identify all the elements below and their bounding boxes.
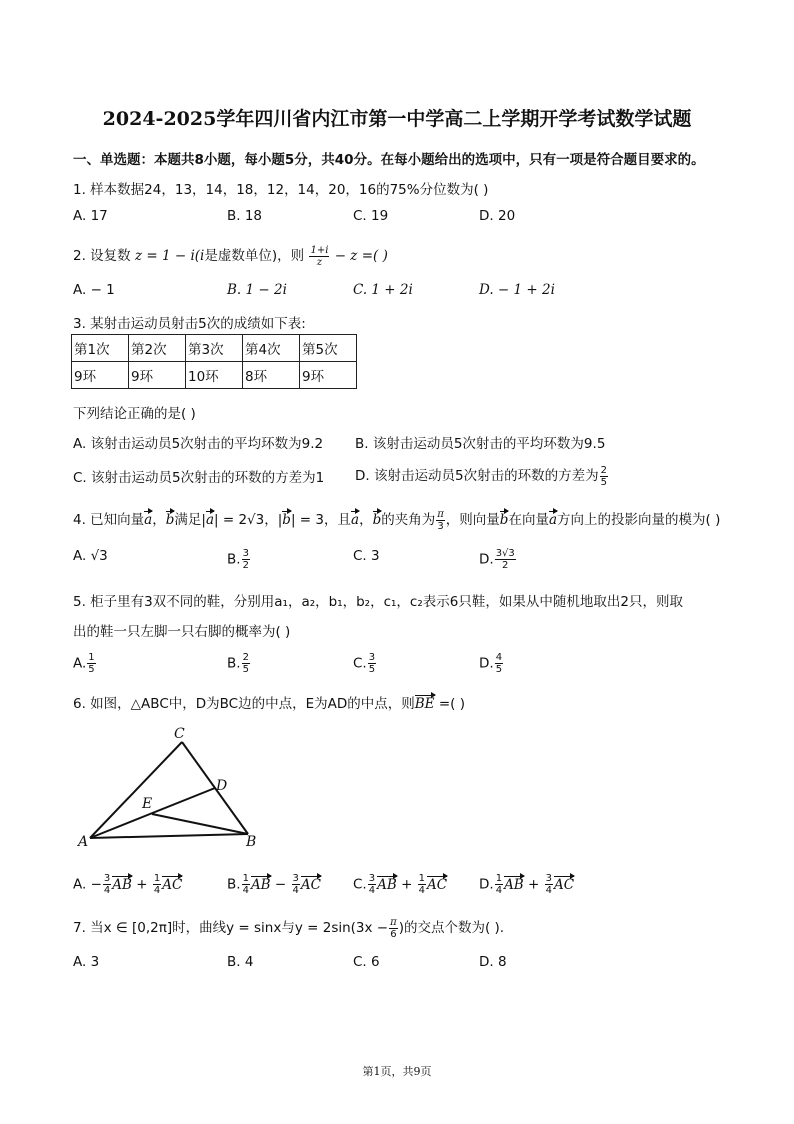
vector-be: BE [414, 696, 435, 712]
question-1-stem: 1. 样本数据24，13，14，18，12，14，20，16的75%分位数为( ) [73, 182, 489, 198]
q7-option-c[interactable]: C. 6 [353, 954, 380, 970]
q1-option-d[interactable]: D. 20 [479, 208, 516, 224]
edge-ac [90, 742, 182, 838]
q5-option-b[interactable]: B. $\frac{2}{5}$ [227, 652, 249, 675]
q2-option-d[interactable]: D. − 1 + 2i [479, 282, 555, 298]
label-b: B [246, 834, 257, 850]
q4-option-c[interactable]: C. 3 [353, 548, 380, 564]
q2-option-a[interactable]: A. − 1 [73, 282, 115, 298]
table-row [72, 362, 357, 389]
table-header-cell: 第5次 [300, 335, 357, 362]
q7-option-b[interactable]: B. 4 [227, 954, 254, 970]
q6-option-a[interactable]: A. − $\frac{3}{4}$ AB + $\frac{1}{4}$ AC [73, 873, 183, 896]
page-footer: 第1页，共9页 [362, 1065, 432, 1078]
question-7-stem: 7. 当x ∈ [0,2π]时，曲线y = sinx与y = 2sin(3x − $\frac{\pi}{6}$ )的交点个数为( ). [73, 916, 505, 940]
edge-ab [90, 834, 248, 838]
question-6-stem: 6. 如图，△ABC中，D为BC边的中点，E为AD的中点，则BE =( ) [73, 696, 465, 712]
question-3-stem: 3. 某射击运动员射击5次的成绩如下表: [73, 316, 306, 332]
q6-option-c[interactable]: C. $\frac{3}{4}$ AB + $\frac{1}{4}$ AC [353, 873, 448, 896]
table-header-cell: 第3次 [186, 335, 243, 362]
q5-option-d[interactable]: D. $\frac{4}{5}$ [479, 652, 503, 675]
q1-option-c[interactable]: C. 19 [353, 208, 389, 224]
question-3-sub: 下列结论正确的是( ) [73, 406, 196, 422]
vector-a: a [144, 512, 153, 528]
table-cell: 9环 [300, 362, 357, 389]
q7-option-a[interactable]: A. 3 [73, 954, 100, 970]
q6-option-b[interactable]: B. $\frac{1}{4}$ AB − $\frac{3}{4}$ AC [227, 873, 321, 896]
q7-option-d[interactable]: D. 8 [479, 954, 507, 970]
label-d: D [216, 778, 228, 794]
q2-option-c[interactable]: C. 1 + 2i [353, 282, 413, 298]
q2-fraction: $\frac{1+i}{z}$ [310, 244, 329, 268]
page-title: 2024-2025学年四川省内江市第一中学高二上学期开学考试数学试题 [102, 108, 692, 130]
q6-option-d[interactable]: D. $\frac{1}{4}$ AB + $\frac{3}{4}$ AC [479, 873, 575, 896]
q3-option-c[interactable]: C. 该射击运动员5次射击的环数的方差为1 [73, 470, 325, 486]
q3-option-b[interactable]: B. 该射击运动员5次射击的平均环数为9.5 [355, 436, 606, 452]
label-e: E [142, 796, 153, 812]
q5-option-a[interactable]: A. $\frac{1}{5}$ [73, 652, 95, 675]
question-5-line-1: 5. 柜子里有3双不同的鞋，分别用a₁，a₂，b₁，b₂，c₁，c₂表示6只鞋，如果从中随机地取出2只，则取 [73, 594, 683, 610]
label-a: A [78, 834, 89, 850]
table-cell: 9环 [72, 362, 129, 389]
section-heading: 一、单选题：本题共8小题，每小题5分，共40分。在每小题给出的选项中，只有一项是符合题目要求的。 [73, 152, 705, 168]
question-4-stem: 4. 已知向量a，b满足|a| = 2√3，|b| = 3，且a，b的夹角为 $\frac{\pi}{3}$ ，则向量b在向量a方向上的投影向量的模为( ) [73, 508, 721, 532]
table-header-cell: 第4次 [243, 335, 300, 362]
q3-option-d[interactable]: D. 该射击运动员5次射击的环数的方差为 $\frac{2}{5}$ [355, 464, 607, 488]
q3-option-a[interactable]: A. 该射击运动员5次射击的平均环数为9.2 [73, 436, 324, 452]
q1-option-b[interactable]: B. 18 [227, 208, 263, 224]
q2-option-b[interactable]: B. 1 − 2i [227, 282, 287, 298]
vector-b: b [165, 512, 175, 528]
label-c: C [174, 726, 185, 742]
table-cell: 8环 [243, 362, 300, 389]
table-header-row [72, 335, 357, 362]
score-table [71, 334, 357, 389]
q5-option-c[interactable]: C. $\frac{3}{5}$ [353, 652, 376, 675]
q4-option-b[interactable]: B. $\frac{3}{2}$ [227, 548, 249, 571]
table-cell: 10环 [186, 362, 243, 389]
question-5-line-2: 出的鞋一只左脚一只右脚的概率为( ) [73, 624, 291, 640]
q1-option-a[interactable]: A. 17 [73, 208, 108, 224]
q4-option-a[interactable]: A. √3 [73, 548, 108, 564]
q4-option-d[interactable]: D. $\frac{3√3}{2}$ [479, 548, 515, 571]
question-2-stem: 2. 设复数 z = 1 − i(i是虚数单位)，则 $\frac{1+i}{z}$ − z =( ) [73, 244, 388, 268]
triangle-figure [76, 722, 276, 854]
table-header-cell: 第2次 [129, 335, 186, 362]
segment-be [152, 814, 248, 834]
table-cell: 9环 [129, 362, 186, 389]
median-ad [90, 788, 215, 838]
table-header-cell: 第1次 [72, 335, 129, 362]
